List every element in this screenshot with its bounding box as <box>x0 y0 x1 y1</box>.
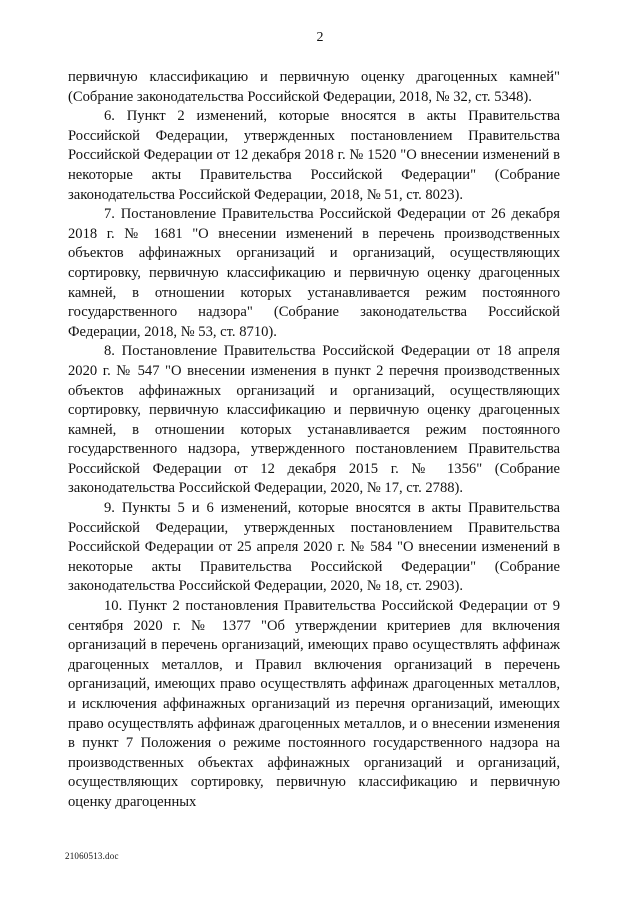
document-filename-footer: 21060513.doc <box>65 851 119 861</box>
paragraph-continuation: первичную классификацию и первичную оценку драгоценных камней" (Собрание законодательства Российской Федерации, 2018, № 32, ст. 5348). <box>68 69 560 105</box>
paragraph-item-8: 8. Постановление Правительства Российской Федерации от 18 апреля 2020 г. № 547 "О внесении изменения в пункт 2 перечня производственных объектов аффинажных организаций и организаций, осуществляющих сортировку, первичную классификацию и первичную оценку драгоценных камней, в отношении которых устанавливается режим постоянного государственного надзора, утвержденного постановлением Правительства Российской Федерации от 12 декабря 2015 г. № 1356" (Собрание законодательства Российской Федерации, 2020, № 17, ст. 2788). <box>68 343 560 497</box>
document-body <box>68 68 560 813</box>
page-number: 2 <box>316 30 324 45</box>
paragraph-item-9: 9. Пункты 5 и 6 изменений, которые вносятся в акты Правительства Российской Федерации, утвержденных постановлением Правительства Российской Федерации от 25 апреля 2020 г. № 584 "О внесении изменений в некоторые акты Правительства Российской Федерации" (Собрание законодательства Российской Федерации, 2020, № 18, ст. 2903). <box>68 500 560 595</box>
paragraph-item-6: 6. Пункт 2 изменений, которые вносятся в акты Правительства Российской Федерации, утвержденных постановлением Правительства Российской Федерации от 12 декабря 2018 г. № 1520 "О внесении изменений в некоторые акты Правительства Российской Федерации" (Собрание законодательства Российской Федерации, 2018, № 51, ст. 8023). <box>68 108 560 203</box>
paragraph-item-7: 7. Постановление Правительства Российской Федерации от 26 декабря 2018 г. № 1681 "О внесении изменений в перечень производственных объектов аффинажных организаций и организаций, осуществляющих сортировку, первичную классификацию и первичную оценку драгоценных камней, в отношении которых устанавливается режим постоянного государственного надзора" (Собрание законодательства Российской Федерации, 2018, № 53, ст. 8710). <box>68 206 560 340</box>
paragraph-item-10: 10. Пункт 2 постановления Правительства Российской Федерации от 9 сентября 2020 г. № 1377 "Об утверждении критериев для включения организаций в перечень организаций, имеющих право осуществлять аффинаж драгоценных металлов, и Правил включения организаций в перечень организаций, имеющих право осуществлять аффинаж драгоценных металлов, и исключения аффинажных организаций из перечня организаций, имеющих право осуществлять аффинаж драгоценных металлов, и о внесении изменения в пункт 7 Положения о режиме постоянного государственного надзора на производственных объектах аффинажных организаций и организаций, осуществляющих сортировку, первичную классификацию и первичную оценку драгоценных <box>68 598 560 810</box>
